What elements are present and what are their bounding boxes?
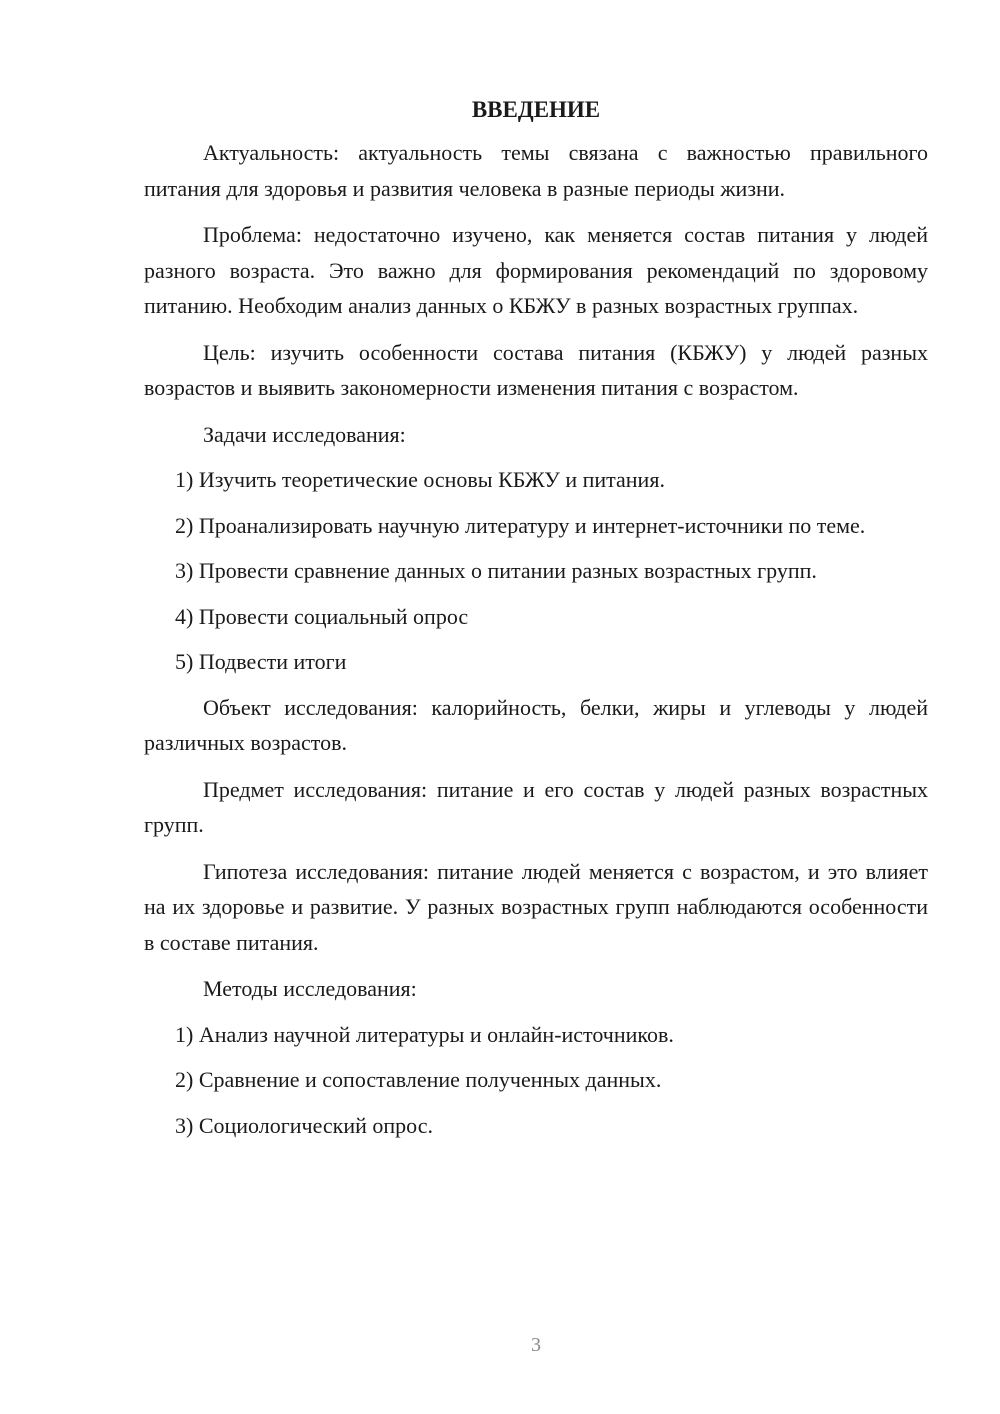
methods-list xyxy=(144,1017,928,1144)
object-paragraph: Объект исследования: калорийность, белки, жиры и углеводы у людей различных возрастов. xyxy=(144,694,928,755)
hypothesis-paragraph: Гипотеза исследования: питание людей меняется с возрастом, и это влияет на их здоровье и развитие. У разных возрастных групп наблюдаются особенности в составе питания. xyxy=(144,858,928,955)
document-page xyxy=(144,92,928,1153)
goal-paragraph: Цель: изучить особенности состава питания (КБЖУ) у людей разных возрастов и выявить закономерности изменения питания с возрастом. xyxy=(144,339,928,400)
task-item: 3) Провести сравнение данных о питании разных возрастных групп. xyxy=(175,558,817,583)
tasks-list xyxy=(144,462,928,680)
method-item: 1) Анализ научной литературы и онлайн-источников. xyxy=(175,1021,674,1047)
relevance-paragraph: Актуальность: актуальность темы связана с важностью правильного питания для здоровья и развития человека в разные периоды жизни. xyxy=(144,140,928,201)
methods-heading: Методы исследования: xyxy=(203,976,417,1001)
task-item: 1) Изучить теоретические основы КБЖУ и питания. xyxy=(175,467,665,492)
tasks-heading: Задачи исследования: xyxy=(203,421,406,447)
page-number: 3 xyxy=(531,1334,541,1356)
method-item: 3) Социологический опрос. xyxy=(175,1112,433,1138)
problem-paragraph: Проблема: недостаточно изучено, как меняется состав питания у людей разного возраста. Это важно для формирования рекомендаций по здоровому питанию. Необходим анализ данных о КБЖУ в разных возрастных группах. xyxy=(144,222,928,318)
subject-paragraph: Предмет исследования: питание и его состав у людей разных возрастных групп. xyxy=(144,776,928,837)
task-item: 4) Провести социальный опрос xyxy=(175,603,469,629)
task-item: 5) Подвести итоги xyxy=(175,649,347,674)
task-item: 2) Проанализировать научную литературу и интернет-источники по теме. xyxy=(175,512,866,538)
section-title: ВВЕДЕНИЕ xyxy=(471,97,601,122)
method-item: 2) Сравнение и сопоставление полученных данных. xyxy=(175,1067,662,1092)
